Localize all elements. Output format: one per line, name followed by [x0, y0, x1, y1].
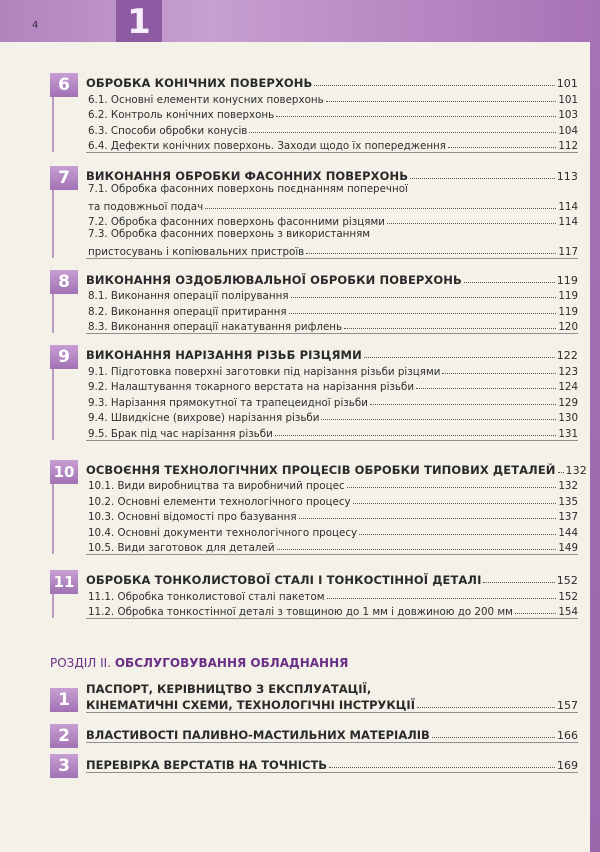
side-strip	[590, 42, 600, 852]
toc-entry-text: 11.2. Обробка тонкостінної деталі з товщиною до 1 мм і довжиною до 200 мм	[88, 606, 513, 618]
toc-entry-page: 129	[558, 396, 578, 409]
toc-entry-page: 114	[558, 216, 578, 228]
chapter-title[interactable]	[86, 459, 587, 477]
toc-entry-page: 152	[558, 590, 578, 603]
chapter-number: 3	[50, 754, 78, 778]
chapter-6	[50, 72, 578, 153]
dot-leader	[321, 419, 556, 420]
dot-leader	[291, 297, 557, 298]
dot-leader	[515, 613, 556, 614]
toc-entry-page: 104	[558, 124, 578, 137]
toc-entry-text: 9.1. Підготовка поверхні заготовки під нарізання різьби різцями	[88, 365, 441, 378]
toc-entry[interactable]	[88, 362, 578, 378]
chapter-title-page: 152	[556, 574, 578, 587]
toc-entry-page: 137	[558, 511, 578, 523]
toc-entry[interactable]	[88, 242, 578, 258]
toc-entry-text: 8.3. Виконання операції накатування рифлень	[88, 321, 343, 333]
chapter-title[interactable]	[86, 165, 578, 183]
section-chapter-title	[52, 753, 578, 772]
toc-entry-text: 10.2. Основні елементи технологічного процесу	[88, 495, 351, 508]
toc-entry[interactable]	[88, 539, 578, 555]
chapter-title-text: ВЛАСТИВОСТІ ПАЛИВНО-МАСТИЛЬНИХ МАТЕРІАЛІВ	[86, 728, 430, 742]
toc-entry[interactable]	[88, 287, 578, 303]
toc-entry-page: 124	[558, 381, 578, 393]
dot-leader	[289, 313, 557, 314]
toc-entry-page: 119	[558, 305, 578, 318]
toc-entry[interactable]	[88, 587, 578, 603]
dot-leader	[410, 178, 555, 179]
toc-entry[interactable]	[88, 302, 578, 318]
section-title: ОБСЛУГОВУВАННЯ ОБЛАДНАННЯ	[114, 656, 349, 670]
chapter-title[interactable]	[86, 269, 578, 287]
toc-entry[interactable]	[88, 106, 578, 122]
toc-entry-page: 101	[558, 93, 578, 106]
toc-entry-text: 6.1. Основні елементи конусних поверхонь	[88, 93, 324, 106]
toc-entry-page: 114	[558, 200, 578, 213]
chapter-title-text: ОСВОЄННЯ ТЕХНОЛОГІЧНИХ ПРОЦЕСІВ ОБРОБКИ ТИПОВИХ ДЕТАЛЕЙ	[86, 462, 556, 477]
table-of-contents	[50, 72, 587, 619]
toc-entry[interactable]	[88, 121, 578, 137]
chapter-title-page: 101	[556, 77, 578, 90]
toc-entry-page: 131	[558, 427, 578, 440]
toc-entry[interactable]	[88, 477, 578, 493]
toc-entry[interactable]	[88, 409, 578, 425]
toc-entry-text: 9.3. Нарізання прямокутної та трапецеидної різьби	[88, 396, 368, 409]
toc-entry[interactable]	[88, 492, 578, 508]
toc-entry-text: 9.4. Швидкісне (вихрове) нарізання різьби	[88, 412, 320, 424]
chapter-number: 11	[50, 570, 78, 594]
dot-leader	[249, 132, 556, 133]
dot-leader	[558, 472, 564, 473]
chapter-title-page: 169	[557, 759, 578, 772]
dot-leader	[387, 223, 556, 224]
dot-leader	[483, 582, 554, 583]
section-chapter-2	[50, 723, 578, 746]
dot-leader	[417, 707, 555, 708]
chapter-number: 2	[50, 724, 78, 748]
toc-entry-text: 8.1. Виконання операції полірування	[88, 290, 289, 302]
toc-entry[interactable]	[88, 424, 578, 440]
chapter-divider	[86, 152, 578, 153]
chapter-entries	[52, 90, 578, 152]
toc-entry-line: 7.1. Обробка фасонних поверхонь поєднанням поперечної	[88, 183, 408, 195]
chapter-entries	[52, 287, 578, 334]
dot-leader	[326, 101, 557, 102]
chapter-title-page: 132	[565, 463, 587, 477]
toc-entry-text: 8.2. Виконання операції притирання	[88, 305, 287, 318]
dot-leader	[353, 503, 557, 504]
chapter-title-page: 122	[556, 349, 578, 362]
dot-leader	[364, 357, 555, 358]
chapter-divider	[86, 554, 578, 555]
toc-entry-page: 112	[558, 140, 578, 152]
dot-leader	[276, 116, 556, 117]
chapter-divider	[86, 772, 578, 773]
toc-entry-page: 120	[558, 321, 578, 333]
dot-leader	[344, 328, 556, 329]
chapter-7	[50, 165, 578, 259]
dot-leader	[359, 534, 556, 535]
toc-entry-page: 149	[558, 542, 578, 554]
chapter-divider	[86, 440, 578, 441]
toc-entry-text: та подовжньої подач	[88, 200, 204, 213]
dot-leader	[275, 435, 557, 436]
chapter-divider	[86, 742, 578, 743]
toc-entry[interactable]	[88, 318, 578, 334]
dot-leader	[442, 373, 556, 374]
chapter-11	[50, 569, 578, 619]
section-chapter-title	[52, 723, 578, 742]
toc-entry-text: 10.5. Види заготовок для деталей	[88, 542, 275, 554]
dot-leader	[327, 598, 557, 599]
toc-entry[interactable]	[88, 197, 578, 213]
dot-leader	[329, 767, 555, 768]
chapter-title-page: 113	[556, 170, 578, 183]
chapter-9	[50, 344, 578, 441]
chapter-entries	[52, 362, 578, 440]
toc-entry[interactable]	[88, 213, 578, 229]
dot-leader	[416, 388, 556, 389]
chapter-tab: 1	[116, 0, 162, 42]
chapter-title-text: ОБРОБКА ТОНКОЛИСТОВОЇ СТАЛІ І ТОНКОСТІННОЇ ДЕТАЛІ	[86, 573, 482, 587]
chapter-divider	[86, 258, 578, 259]
dot-leader	[205, 208, 556, 209]
chapter-title-page: 157	[557, 699, 578, 712]
dot-leader	[314, 85, 554, 86]
section-chapter-3	[50, 753, 578, 776]
dot-leader	[432, 737, 555, 738]
toc-entry-text: 9.5. Брак під час нарізання різьби	[88, 427, 273, 440]
toc-entry-text: 9.2. Налаштування токарного верстата на нарізання різьби	[88, 381, 415, 393]
toc-entry-text: 7.2. Обробка фасонних поверхонь фасонними різцями	[88, 216, 385, 228]
toc-entry-page: 154	[558, 606, 578, 618]
chapter-title-text: ПЕРЕВІРКА ВЕРСТАТІВ НА ТОЧНІСТЬ	[86, 758, 328, 772]
chapter-title[interactable]	[86, 697, 578, 712]
toc-entry-line: 7.3. Обробка фасонних поверхонь з використанням	[88, 228, 371, 240]
toc-entry-text: 6.3. Способи обробки конусів	[88, 124, 248, 137]
toc-entry-text: 11.1. Обробка тонколистової сталі пакетом	[88, 590, 325, 603]
toc-entry[interactable]	[88, 378, 578, 394]
section-chapter-title	[52, 682, 578, 712]
chapter-title-text: ВИКОНАННЯ ОЗДОБЛЮВАЛЬНОЇ ОБРОБКИ ПОВЕРХОНЬ	[86, 272, 462, 287]
dot-leader	[306, 253, 556, 254]
toc-entry-text: 6.2. Контроль конічних поверхонь	[88, 109, 275, 121]
dot-leader	[370, 404, 556, 405]
chapter-title-text: ВИКОНАННЯ НАРІЗАННЯ РІЗЬБ РІЗЦЯМИ	[86, 348, 362, 362]
chapter-title-line: ПАСПОРТ, КЕРІВНИЦТВО З ЕКСПЛУАТАЦІЇ,	[86, 682, 372, 696]
chapter-title-text: ВИКОНАННЯ ОБРОБКИ ФАСОННИХ ПОВЕРХОНЬ	[86, 169, 409, 183]
section-heading	[50, 656, 348, 670]
dot-leader	[277, 549, 557, 550]
toc-entry-page: 135	[558, 495, 578, 508]
section-chapter-1	[50, 682, 578, 713]
chapter-divider	[86, 712, 578, 713]
toc-entry-page: 123	[558, 365, 578, 378]
chapter-title[interactable]	[86, 72, 578, 90]
chapter-entries	[52, 477, 578, 555]
dot-leader	[448, 147, 556, 148]
chapter-entries	[52, 183, 578, 258]
chapter-divider	[86, 618, 578, 619]
toc-entry-text: 10.3. Основні відомості про базування	[88, 511, 297, 523]
page-number: 4	[32, 20, 39, 31]
toc-entry-text: 10.4. Основні документи технологічного процесу	[88, 526, 358, 539]
chapter-number: 1	[50, 688, 78, 712]
toc-entry-page: 144	[558, 526, 578, 539]
toc-entry[interactable]	[88, 523, 578, 539]
chapter-divider	[86, 333, 578, 334]
dot-leader	[299, 518, 557, 519]
chapter-10	[50, 459, 587, 556]
chapter-8	[50, 269, 578, 335]
chapter-number: 10	[50, 460, 78, 484]
toc-entry-page: 103	[558, 109, 578, 121]
toc-entry[interactable]	[88, 137, 578, 153]
toc-entry-page: 132	[558, 480, 578, 492]
chapter-entries	[52, 587, 578, 618]
chapter-number: 8	[50, 270, 78, 294]
chapter-title[interactable]	[86, 569, 578, 587]
chapter-number: 6	[50, 73, 78, 97]
chapter-title-text: КІНЕМАТИЧНІ СХЕМИ, ТЕХНОЛОГІЧНІ ІНСТРУКЦІЇ	[86, 698, 415, 712]
toc-entry-page: 119	[558, 290, 578, 302]
chapter-title-page: 166	[557, 729, 578, 742]
toc-entry-text: 6.4. Дефекти конічних поверхонь. Заходи щодо їх попередження	[88, 140, 446, 152]
chapter-title-page: 119	[556, 273, 578, 287]
dot-leader	[464, 282, 555, 283]
toc-entry-page: 130	[558, 412, 578, 424]
toc-entry-text: пристосувань і копіювальних пристроїв	[88, 245, 305, 258]
chapter-title[interactable]	[86, 344, 578, 362]
header-band	[0, 0, 600, 42]
toc-entry[interactable]	[88, 603, 578, 619]
chapter-title[interactable]	[86, 727, 578, 742]
chapter-title[interactable]	[86, 757, 578, 772]
section-table-of-contents	[50, 682, 578, 776]
toc-entry[interactable]	[88, 393, 578, 409]
toc-entry-text: 10.1. Види виробництва та виробничий процес	[88, 480, 345, 492]
chapter-number: 7	[50, 166, 78, 190]
dot-leader	[347, 487, 557, 488]
toc-entry[interactable]	[88, 90, 578, 106]
section-label: РОЗДІЛ ІІ.	[50, 656, 112, 670]
toc-entry-page: 117	[558, 245, 578, 258]
chapter-number: 9	[50, 345, 78, 369]
chapter-title-text: ОБРОБКА КОНІЧНИХ ПОВЕРХОНЬ	[86, 76, 313, 90]
toc-entry[interactable]	[88, 508, 578, 524]
